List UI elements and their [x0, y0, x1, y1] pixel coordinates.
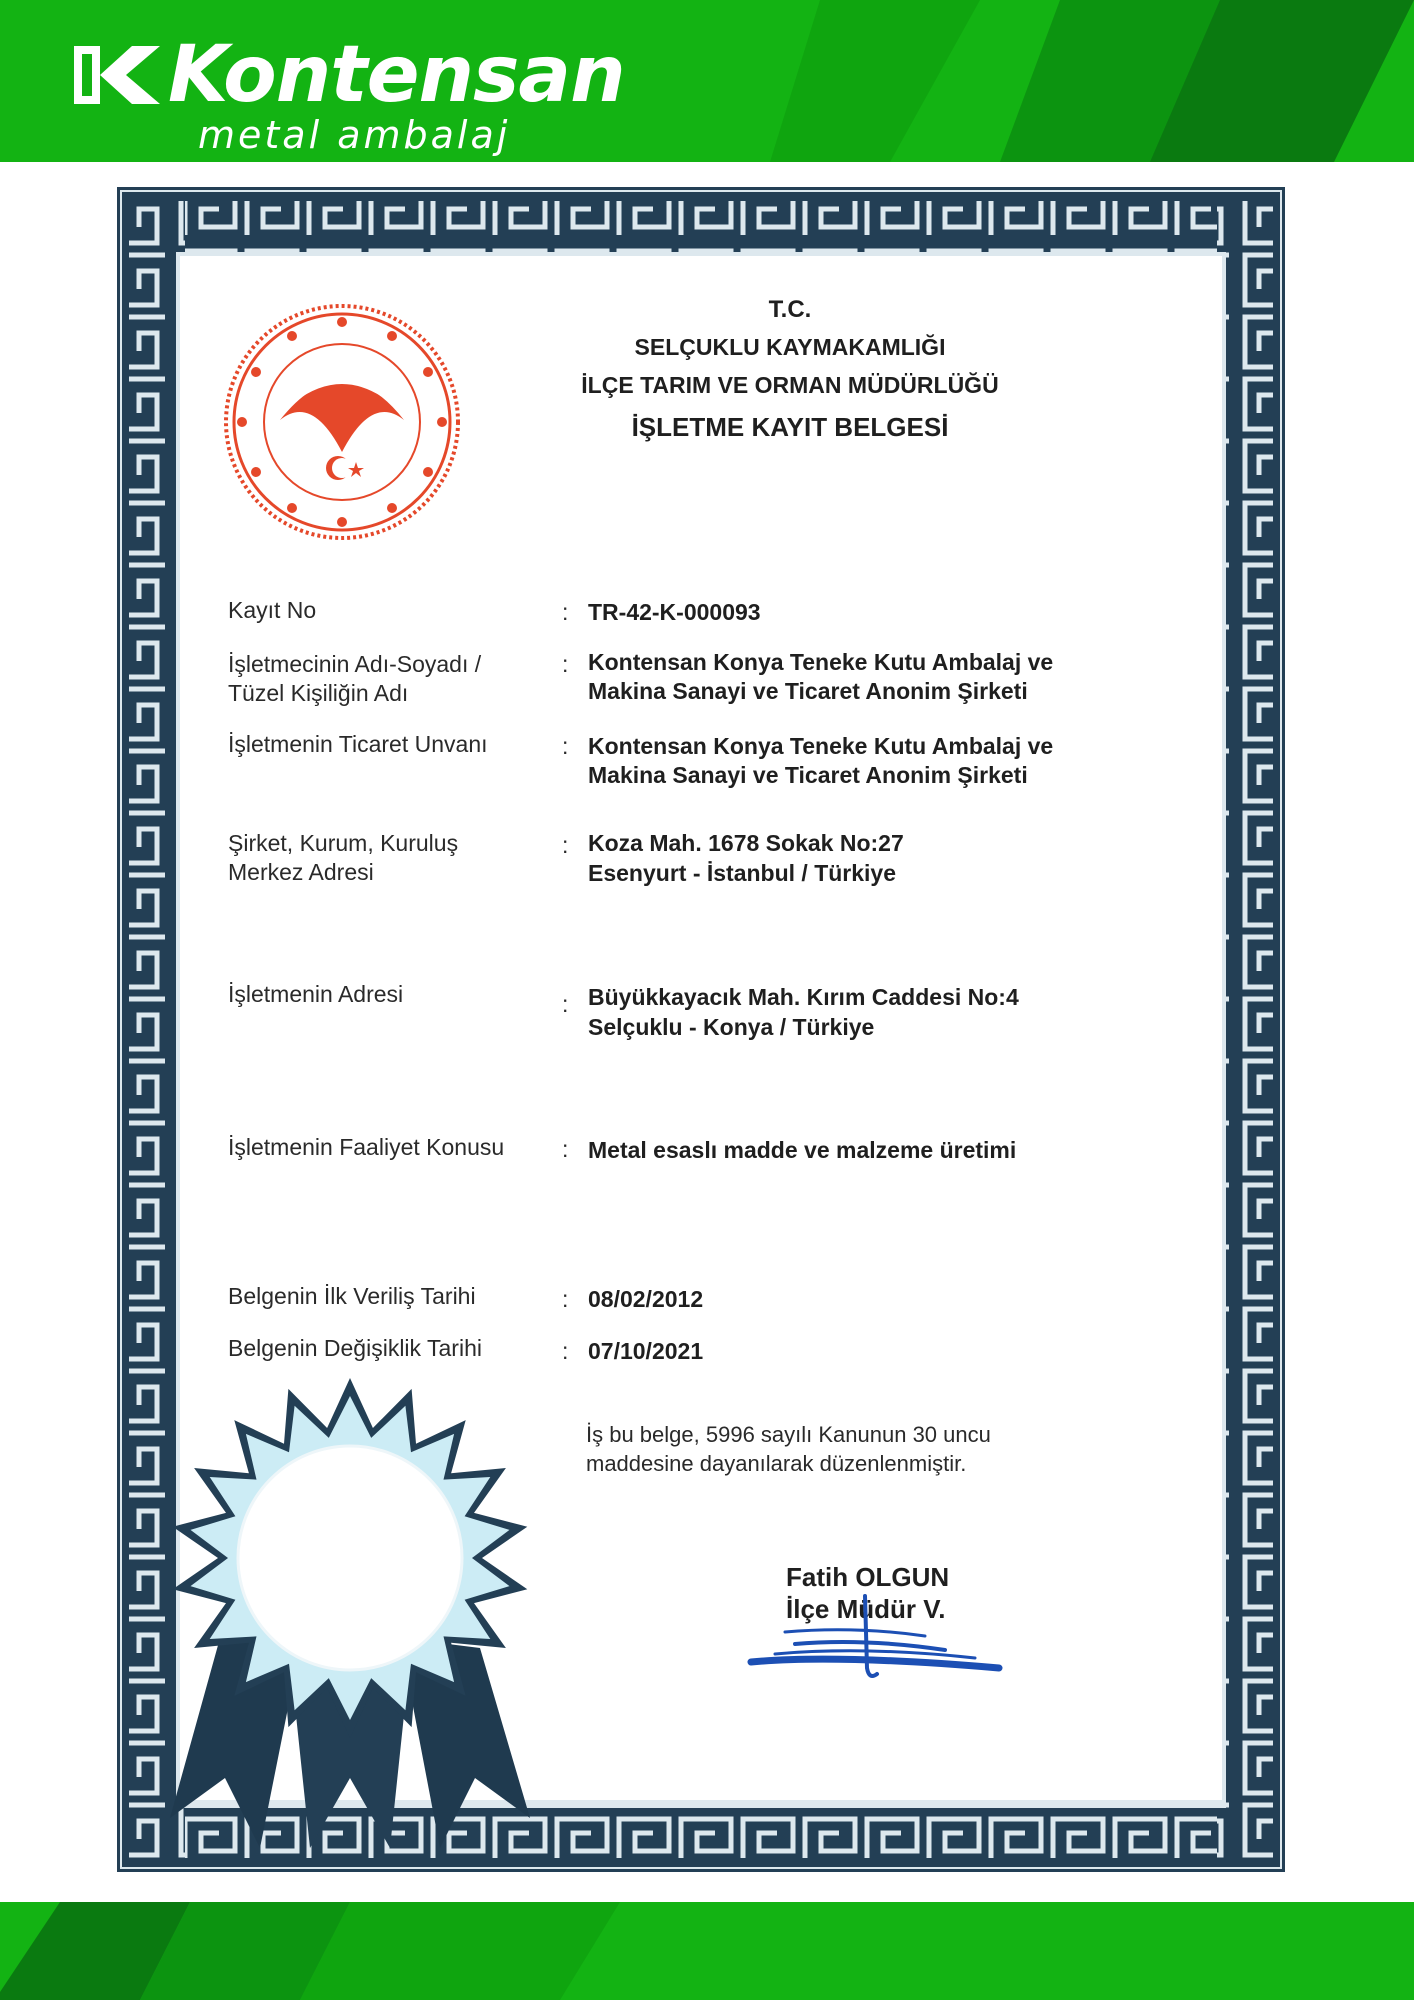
facility-address-value-line1: Büyükkayacık Mah. Kırım Caddesi No:4 — [588, 984, 1019, 1010]
colon-separator: : — [562, 733, 569, 759]
signatory-name: Fatih OLGUN — [786, 1562, 950, 1592]
activity-value: Metal esaslı madde ve malzeme üretimi — [588, 1137, 1017, 1163]
logo-subtitle: metal ambalaj — [198, 113, 511, 157]
legal-basis-note — [586, 1420, 991, 1478]
header-district-governorship: SELÇUKLU KAYMAKAMLIĞI — [634, 334, 946, 360]
company-logo — [70, 30, 625, 160]
colon-separator: : — [562, 1136, 569, 1162]
legal-basis-line1: İş bu belge, 5996 sayılı Kanunun 30 uncu — [586, 1422, 991, 1447]
first-issue-value: 08/02/2012 — [588, 1286, 704, 1312]
operator-value-line2: Makina Sanayi ve Ticaret Anonim Şirketi — [588, 678, 1028, 704]
ministry-emblem-icon — [222, 302, 462, 542]
hq-address-value-line2: Esenyurt - İstanbul / Türkiye — [588, 860, 897, 886]
colon-separator: : — [562, 599, 569, 625]
facility-address-label: İşletmenin Adresi — [228, 981, 404, 1007]
first-issue-label: Belgenin İlk Veriliş Tarihi — [228, 1283, 476, 1309]
document-title: İŞLETME KAYIT BELGESİ — [631, 412, 949, 442]
colon-separator: : — [562, 1338, 569, 1364]
colon-separator: : — [562, 1286, 569, 1312]
change-date-label: Belgenin Değişiklik Tarihi — [228, 1335, 482, 1361]
operator-label-line2: Tüzel Kişiliğin Adı — [228, 680, 409, 706]
award-rosette-icon — [150, 1378, 550, 1878]
colon-separator: : — [562, 832, 569, 858]
bottom-banner — [0, 1902, 1414, 2000]
trade-name-value-line1: Kontensan Konya Teneke Kutu Ambalaj ve — [588, 733, 1054, 759]
change-date-value: 07/10/2021 — [588, 1338, 704, 1364]
signatory-title: İlçe Müdür V. — [786, 1594, 946, 1624]
legal-basis-line2: maddesine dayanılarak düzenlenmiştir. — [586, 1451, 967, 1476]
hq-address-label-line1: Şirket, Kurum, Kuruluş — [228, 830, 459, 856]
registration-label: Kayıt No — [228, 597, 317, 623]
activity-label: İşletmenin Faaliyet Konusu — [228, 1134, 505, 1160]
logo-wordmark: Kontensan — [168, 30, 625, 120]
registration-value: TR-42-K-000093 — [588, 599, 761, 625]
colon-separator: : — [562, 991, 569, 1017]
handwritten-signature-icon — [745, 1588, 1007, 1684]
trade-name-value-line2: Makina Sanayi ve Ticaret Anonim Şirketi — [588, 762, 1028, 788]
operator-label-line1: İşletmecinin Adı-Soyadı / — [228, 651, 482, 677]
operator-value-line1: Kontensan Konya Teneke Kutu Ambalaj ve — [588, 649, 1054, 675]
facility-address-value-line2: Selçuklu - Konya / Türkiye — [588, 1014, 875, 1040]
header-tc: T.C. — [768, 296, 812, 323]
hq-address-value-line1: Koza Mah. 1678 Sokak No:27 — [588, 830, 904, 856]
hq-address-label-line2: Merkez Adresi — [228, 859, 374, 885]
header-directorate: İLÇE TARIM VE ORMAN MÜDÜRLÜĞÜ — [581, 372, 999, 398]
trade-name-label: İşletmenin Ticaret Unvanı — [228, 731, 488, 757]
colon-separator: : — [562, 651, 569, 677]
kontensan-mark-icon — [70, 40, 165, 110]
